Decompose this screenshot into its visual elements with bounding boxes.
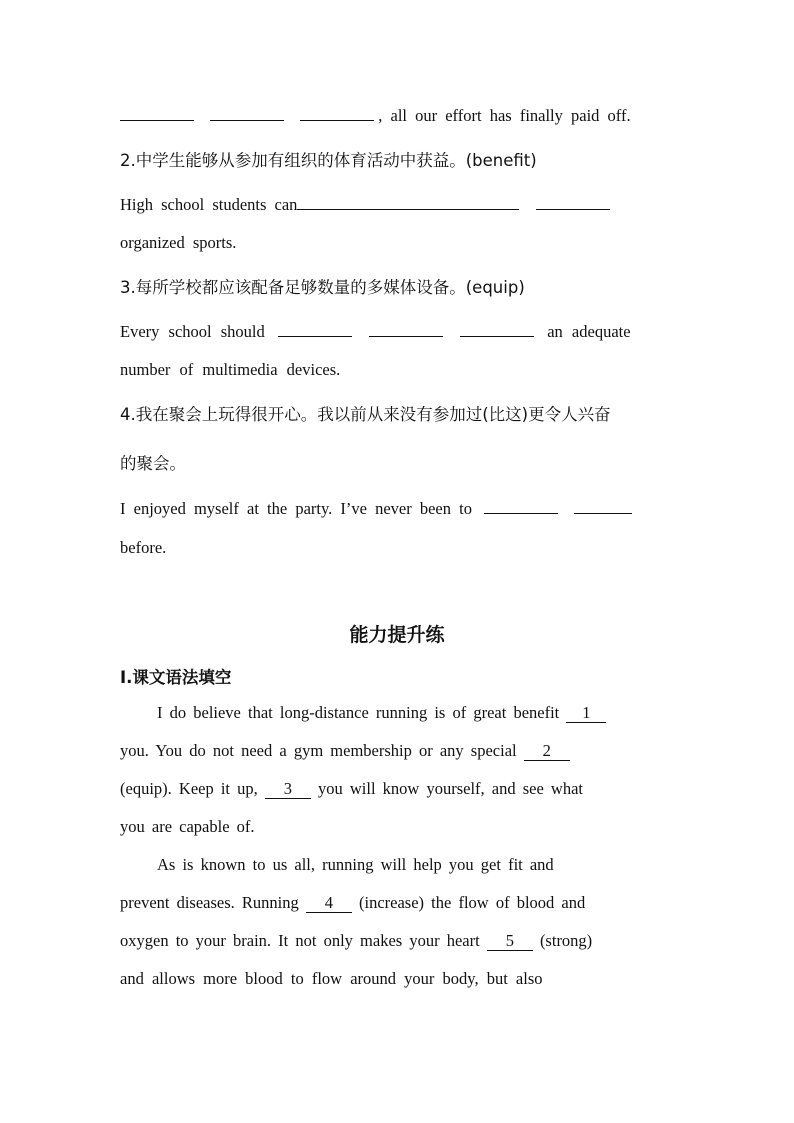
- answer-blank[interactable]: [536, 208, 610, 210]
- passage-line: [120, 743, 570, 761]
- q4-text: I enjoyed myself at the party. I’ve never been to: [120, 499, 472, 518]
- q2-english-line1: [120, 197, 614, 214]
- passage-line: As is known to us all, running will help you get fit and: [157, 855, 554, 874]
- numbered-blank[interactable]: 1: [566, 705, 606, 723]
- q2-chinese: 2.中学生能够从参加有组织的体育活动中获益。(benefit): [120, 151, 537, 170]
- answer-blank[interactable]: [300, 119, 374, 121]
- answer-blank[interactable]: [278, 335, 352, 337]
- numbered-blank[interactable]: 3: [265, 781, 311, 799]
- q4-chinese-line2: 的聚会。: [120, 454, 186, 473]
- numbered-blank[interactable]: 4: [306, 895, 352, 913]
- q3-text: Every school should: [120, 322, 265, 341]
- section-title: 能力提升练: [349, 624, 445, 646]
- passage-text: I do believe that long-distance running is of great benefit: [157, 703, 560, 722]
- answer-blank[interactable]: [574, 512, 632, 514]
- answer-blank[interactable]: [297, 208, 519, 210]
- passage-line: [157, 705, 606, 723]
- q4-chinese-line1: 4.我在聚会上玩得很开心。我以前从来没有参加过(比这)更令人兴奋: [120, 405, 611, 424]
- numbered-blank[interactable]: 5: [487, 933, 533, 951]
- q3-english-line1: [120, 324, 631, 341]
- passage-line: [120, 895, 585, 913]
- passage-text: you. You do not need a gym membership or any special: [120, 741, 517, 760]
- passage-text: (increase) the flow of blood and: [359, 893, 586, 912]
- passage-line: and allows more blood to flow around your body, but also: [120, 969, 543, 988]
- q2-text: High school students can: [120, 195, 298, 214]
- passage-text: (equip). Keep it up,: [120, 779, 258, 798]
- passage-line: you are capable of.: [120, 817, 255, 836]
- q1-text: , all our effort has finally paid off.: [378, 106, 631, 125]
- numbered-blank[interactable]: 2: [524, 743, 570, 761]
- passage-line: [120, 781, 583, 799]
- q4-english-line1: [120, 501, 636, 518]
- answer-blank[interactable]: [210, 119, 284, 121]
- passage-text: oxygen to your brain. It not only makes your heart: [120, 931, 480, 950]
- q3-english-line2: number of multimedia devices.: [120, 360, 341, 379]
- answer-blank[interactable]: [120, 119, 194, 121]
- answer-blank[interactable]: [484, 512, 558, 514]
- passage-text: you will know yourself, and see what: [318, 779, 584, 798]
- answer-blank[interactable]: [460, 335, 534, 337]
- q3-chinese: 3.每所学校都应该配备足够数量的多媒体设备。(equip): [120, 278, 525, 297]
- passage-line: [120, 933, 592, 951]
- passage-text: prevent diseases. Running: [120, 893, 299, 912]
- q3-text: an adequate: [547, 322, 631, 341]
- q2-english-line2: organized sports.: [120, 233, 237, 252]
- part-heading: Ⅰ.课文语法填空: [120, 668, 232, 687]
- answer-blank[interactable]: [369, 335, 443, 337]
- q1-answer-line: [120, 108, 631, 125]
- passage-text: (strong): [539, 931, 593, 950]
- q4-english-line2: before.: [120, 538, 167, 557]
